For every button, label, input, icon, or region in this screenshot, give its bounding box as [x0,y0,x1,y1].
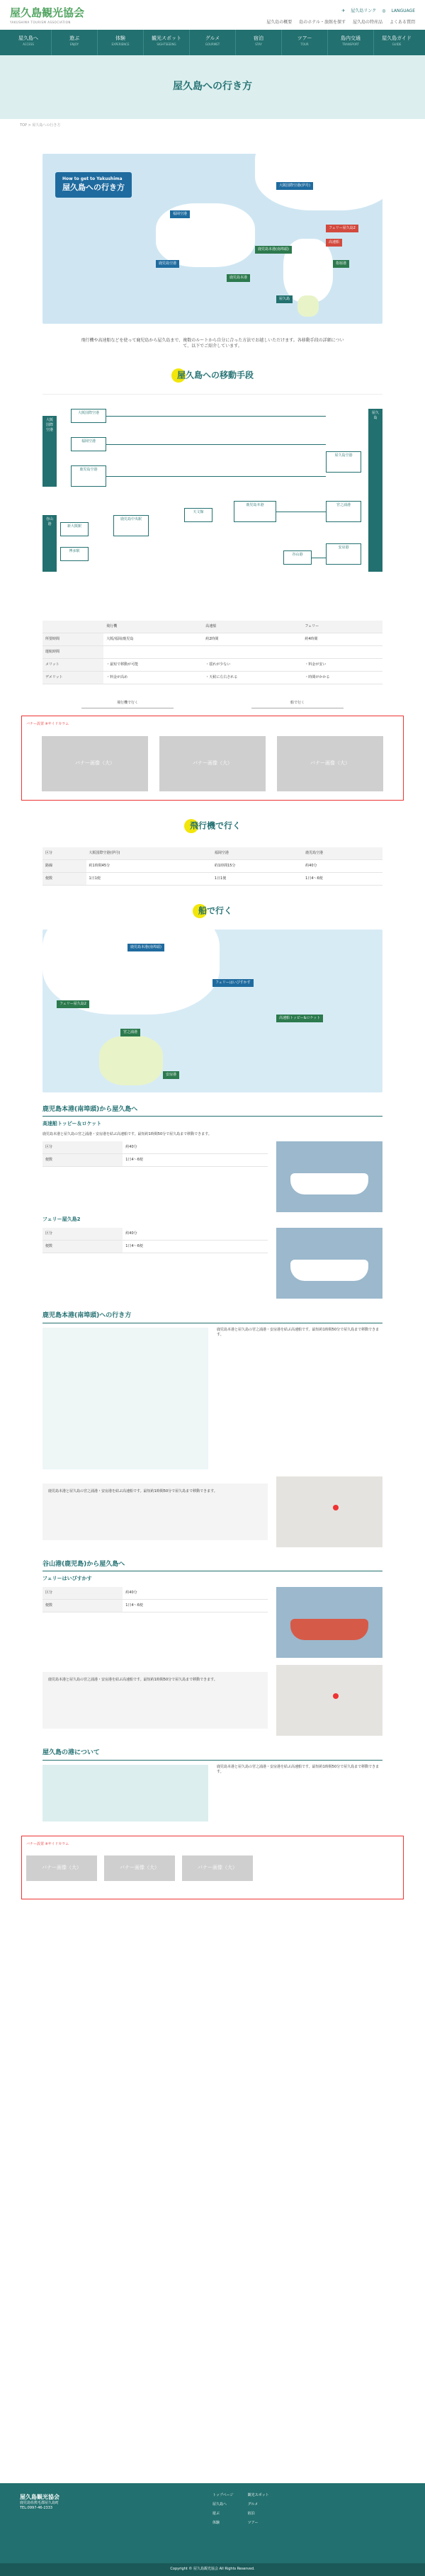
flow-node: 安房港 [326,543,361,565]
footer-link[interactable]: トップページ [212,2493,234,2497]
footer-link[interactable]: 宿泊 [247,2512,255,2516]
google-map-taniyama[interactable] [276,1665,382,1736]
map-tag: 鹿児島本港(南埠頭) [128,944,164,951]
heading-ferry: フェリー屋久島2 [42,1216,81,1223]
logo-subtitle: YAKUSHIMA TOURISM ASSOCIATION [10,21,71,24]
map-tag: 高速船 [326,239,342,247]
route-map [42,154,382,324]
map-tag: フェリー屋久島2 [326,225,358,232]
map-tag: 鹿児島本港 [227,274,250,282]
header-link-yakushima[interactable]: 屋久島リンク [351,9,377,13]
port-access-map [42,1328,208,1469]
map-tag: 屋久島 [276,295,293,303]
ship-route-map [42,930,382,1092]
section-title-ship: 船で行く [0,904,425,918]
banner[interactable]: バナー画像（大） [159,736,266,791]
flow-node: 谷山港 [283,550,312,565]
transport-flowchart [42,394,382,606]
heading-ports: 屋久島の港について [42,1749,382,1761]
map-tag: 鹿児島空港 [156,260,179,268]
heading-taniyama: 谷山港(鹿児島)から屋久島へ [42,1560,382,1572]
footer-link[interactable]: 遊ぶ [212,2512,220,2516]
copyright: Copyright © 屋久島観光協会 All Rights Reserved. [0,2563,425,2576]
map-tag: 鹿児島本港(南埠頭) [255,246,292,254]
banner-area-bottom [21,1836,404,1899]
footer-link[interactable]: 体験 [212,2521,220,2525]
map-tag: フェリーはいびすかす [212,979,254,987]
footer-link[interactable]: 屋久島へ [212,2502,227,2507]
banner-area [21,716,404,801]
taniyama-note: 鹿児島本港と屋久島の宮之浦港・安房港を結ぶ高速船です。最短約1時間50分で屋久島まで移動できます。 [42,1672,268,1729]
ferry-photo [276,1228,382,1299]
heading-port-access: 鹿児島本港(南埠頭)への行き方 [42,1311,382,1323]
nav-experience[interactable]: 体験 EXPERIENCE [98,30,144,55]
heading-fast-ship: 高速船トッピー＆ロケット [42,1121,102,1127]
flow-node: 博多駅 [60,547,89,561]
footer-tel: TEL:0997-46-2333 [20,2506,53,2511]
hibiscus-table: 区分 約40分 便数 1日4〜6便 [42,1587,268,1612]
nav-transport[interactable]: 島内交通 TRANSPORT [328,30,374,55]
map-pin-icon [333,1505,339,1510]
port-access-desc: 鹿児島本港と屋久島の宮之浦港・安房港を結ぶ高速船です。最短約1時間50分で屋久島まで移動できます。 [217,1327,380,1337]
map-title: How to get to Yakushima 屋久島への行き方 [55,172,132,198]
port-map [42,1765,208,1821]
map-tag: 指宿港 [333,260,349,268]
map-pin-icon [333,1693,339,1699]
air-table: 区分 大阪国際空港(伊丹) 福岡空港 鹿児島空港 路線 約1時間45分 約1時間15分 約40分 便数 1日1便 1日1便 1日4〜6便 [42,847,382,886]
flow-node: 鹿児島中央駅 [113,515,149,536]
flow-node: 大阪国際空港 [42,416,57,487]
site-footer [0,2483,425,2576]
flow-node: 宮之浦港 [326,501,361,522]
banner[interactable]: バナー画像（大） [26,1855,97,1881]
page-title: 屋久島への行き方 [0,55,425,119]
footer-link[interactable]: 観光スポット [247,2493,269,2497]
breadcrumb: TOP > 屋久島への行き方 [20,123,61,128]
banner[interactable]: バナー画像（大） [42,736,148,791]
flow-node: 福岡空港 [71,437,106,451]
heading-hibiscus: フェリーはいびすかす [42,1576,92,1582]
nav-tour[interactable]: ツアー TOUR [282,30,328,55]
fast-ship-photo [276,1141,382,1212]
comparison-table: 飛行機 高速船 フェリー 所要時間 大阪/福岡/鹿児島 約2時間 約4時間 運航時間 メリット ・最短で移動が可能 ・揺れが少ない ・料金が安い デメリット ・料金が高め ・天候に左右される ・時間がかかる [42,621,382,684]
globe-icon: ◎ [382,9,386,13]
jump-air[interactable]: 飛行機で行く [81,699,174,708]
intro-text: 飛行機や高速船などを使って鹿児島から屋久島まで、複数のルートから自分に合った方法でお越しいただけます。各移動手段の詳細について、以下でご紹介しています。 [81,338,344,349]
jump-ship[interactable]: 船で行く [251,699,344,708]
flow-node: 新大阪駅 [60,522,89,536]
banner-label: バナー設置 ※サイドカラム [26,1841,69,1846]
header-menu-products[interactable]: 屋久島の特産品 [352,20,382,25]
map-tag: 宮之浦港 [120,1029,140,1036]
flow-node: 鹿児島空港 [71,465,106,487]
footer-title: 屋久島観光協会 [20,2494,60,2500]
map-tag: 大阪国際空港(伊丹) [276,182,313,190]
site-logo[interactable] [10,6,84,25]
ports-desc: 鹿児島本港と屋久島の宮之浦港・安房港を結ぶ高速船です。最短約1時間50分で屋久島まで移動できます。 [217,1764,380,1774]
footer-link[interactable]: グルメ [247,2502,259,2507]
section-title-air: 飛行機で行く [0,819,425,833]
flow-node: 屋久島 [368,409,382,572]
ferry-table: 区分 約40分 便数 1日4〜6便 [42,1228,268,1253]
map-tag: 安房港 [163,1071,179,1079]
hibiscus-photo [276,1587,382,1658]
note-box: 鹿児島本港と屋久島の宮之浦港・安房港を結ぶ高速船です。最短約1時間50分で屋久島まで移動できます。 [42,1484,268,1540]
link-icon: ✈ [341,9,346,13]
google-map[interactable] [276,1476,382,1547]
header-menu-hotel[interactable]: 島のホテル・旅館を探す [299,20,346,25]
header-menu-faq[interactable]: よくある質問 [389,20,415,25]
banner-label: バナー設置 ※サイドカラム [26,721,69,726]
nav-gourmet[interactable]: グルメ GOURMET [190,30,236,55]
footer-address: 鹿児島県熊毛郡屋久島町 [20,2501,60,2506]
nav-access[interactable]: 屋久島へ ACCESS [6,30,52,55]
flow-node: 谷山港 [42,515,57,572]
banner[interactable]: バナー画像（大） [182,1855,253,1881]
section-title-transport: 屋久島への移動手段 [0,368,425,383]
flow-node: 大阪国際空港 [71,409,106,423]
fast-ship-desc: 鹿児島本港と屋久島の宮之浦港・安房港を結ぶ高速船です。最短約1時間50分で屋久島まで移動できます。 [42,1132,212,1137]
language-link[interactable]: LANGUAGE [391,9,415,13]
fast-ship-table: 区分 約40分 便数 1日4〜6便 [42,1141,268,1167]
flow-node: 屋久島空港 [326,451,361,473]
footer-link[interactable]: ツアー [247,2521,259,2525]
flow-node: 天文館 [184,508,212,522]
nav-stay[interactable]: 宿泊 STAY [236,30,282,55]
global-nav [0,30,425,55]
map-tag: 高速船トッピー&ロケット [276,1015,323,1022]
banner[interactable]: バナー画像（大） [104,1855,175,1881]
logo-text: 屋久島 [10,6,42,19]
nav-enjoy[interactable]: 遊ぶ ENJOY [52,30,98,55]
heading-kagoshima-port: 鹿児島本港(南埠頭)から屋久島へ [42,1105,382,1117]
header-menu-overview[interactable]: 屋久島の概要 [266,20,293,25]
map-tag: フェリー屋久島2 [57,1000,89,1008]
flow-node: 鹿児島本港 [234,501,276,522]
nav-guide[interactable]: 屋久島ガイド GUIDE [382,35,412,46]
logo-text2: 観光協会 [42,6,85,19]
nav-sightseeing[interactable]: 観光スポット SIGHTSEEING [144,30,190,55]
banner[interactable]: バナー画像（大） [277,736,383,791]
map-tag: 福岡空港 [170,210,190,218]
